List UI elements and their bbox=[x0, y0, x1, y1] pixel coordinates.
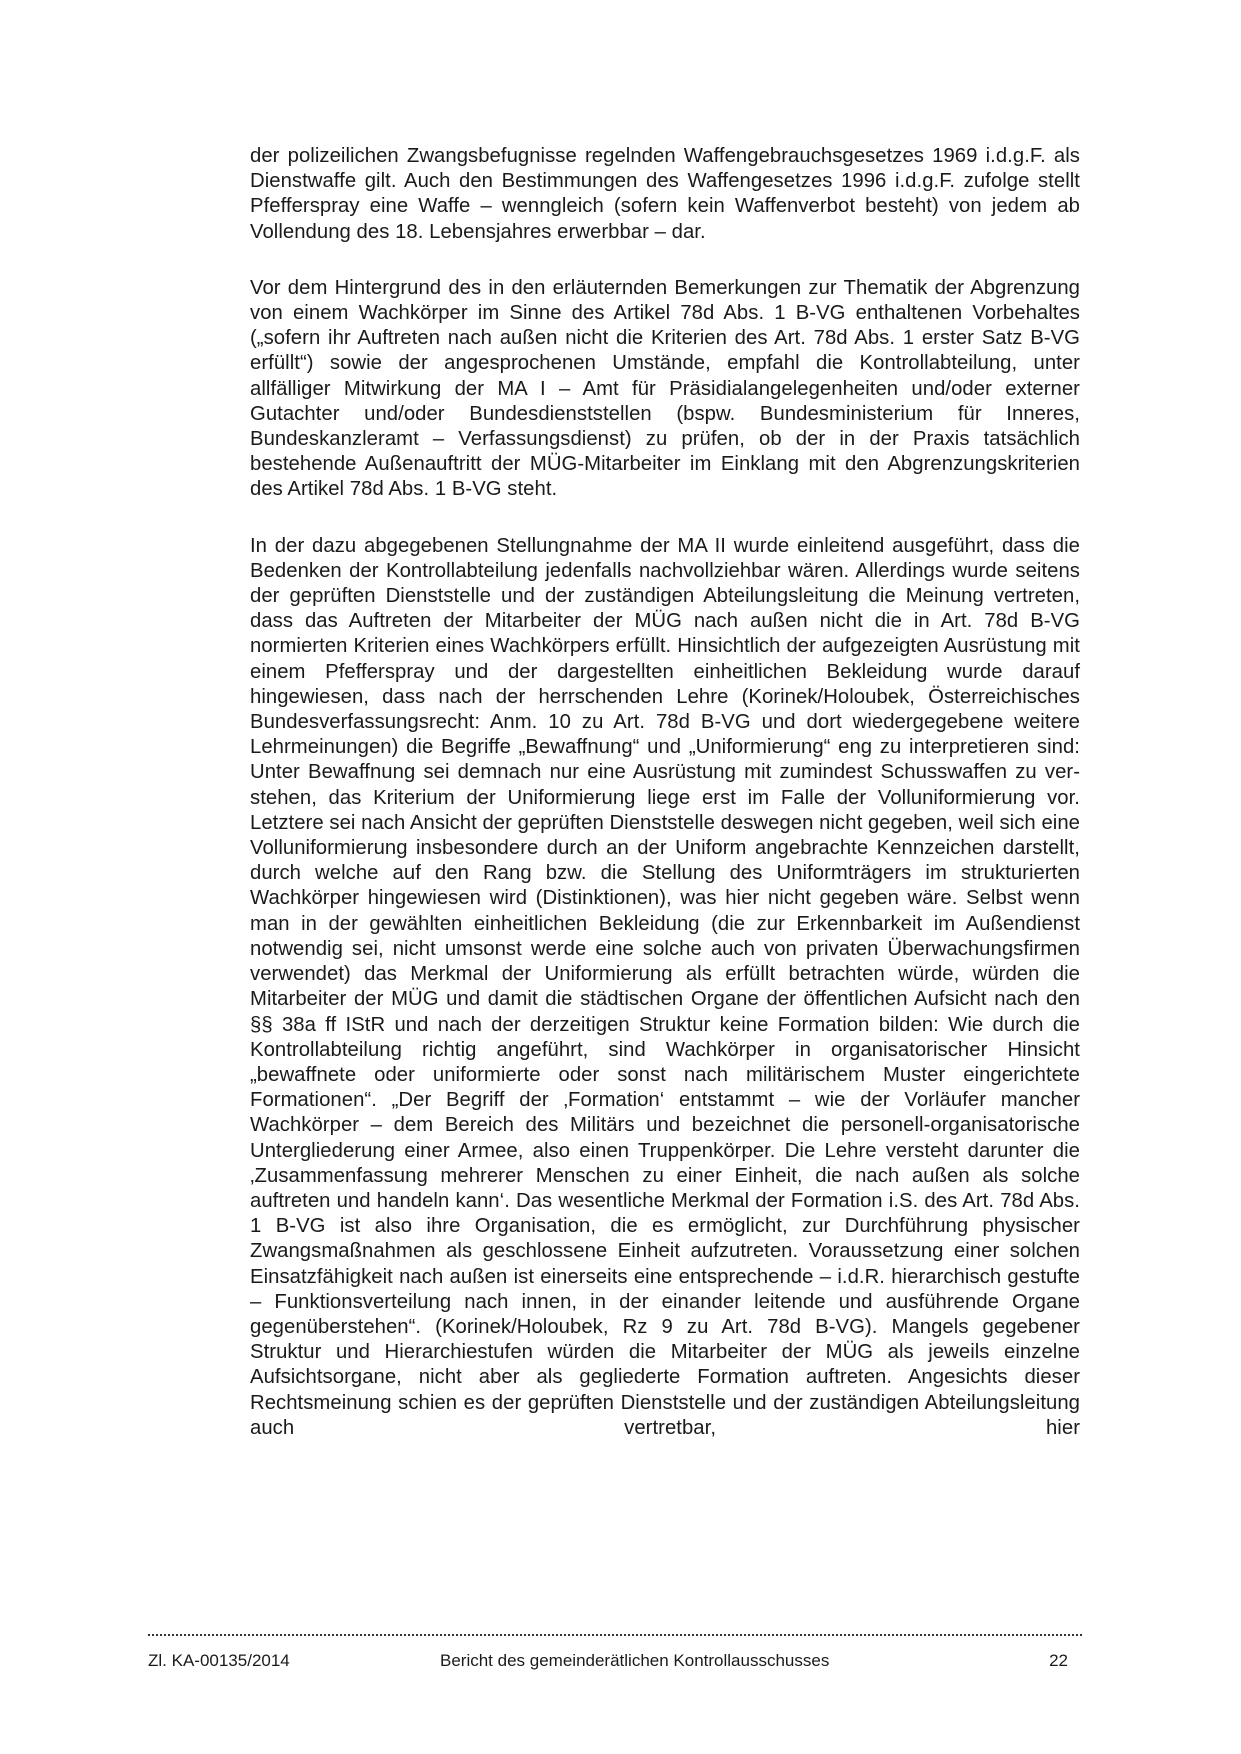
page-number: 22 bbox=[1049, 1651, 1068, 1670]
footer-reference: Zl. KA-00135/2014 bbox=[148, 1651, 290, 1670]
body-text bbox=[250, 144, 1080, 1472]
footer-title: Bericht des gemeinderätlichen Kontrollausschusses bbox=[440, 1651, 830, 1670]
paragraph-1: der polizeilichen Zwangsbefugnisse regelnden Waffengebrauchsgesetzes 1969 i.d.g.F. als Dienstwaffe gilt. Auch den Bestimmungen des Waffengesetzes 1996 i.d.g.F. zufolge stellt Pfefferspray eine Waffe – wenngleich (sofern kein Waffenverbot besteht) von jedem ab Vollendung des 18. Lebensjahres erwerbbar – dar. bbox=[250, 145, 1080, 243]
footer-divider bbox=[148, 1634, 1082, 1636]
paragraph-2: Vor dem Hintergrund des in den erläuternden Bemerkungen zur Thematik der Abgrenzung von einem Wachkörper im Sinne des Artikel 78d Abs. 1 B-VG enthaltenen Vorbehaltes („sofern ihr Auftreten nach außen nicht die Kriterien des Art. 78d Abs. 1 erster Satz B-VG erfüllt“) sowie der angesprochenen Umstände, empfahl die Kontrollabteilung, unter allfälliger Mitwirkung der MA I – Amt für Präsidialangelegenheiten und/oder externer Gutachter und/oder Bundesdienststellen (bspw. Bundesministerium für Inneres, Bundeskanzleramt – Verfassungsdienst) zu prüfen, ob der in der Praxis tatsächlich bestehende Außenauftritt der MÜG-Mitarbeiter im Einklang mit den Abgrenzungskriterien des Artikel 78d Abs. 1 B-VG steht. bbox=[250, 276, 1080, 501]
paragraph-3: In der dazu abgegebenen Stellungnahme der MA II wurde einleitend ausgeführt, dass die Bedenken der Kontrollabteilung jedenfalls nachvollziehbar wären. Allerdings wurde seitens der geprüften Dienststelle und der zuständigen Abteilungsleitung die Meinung vertreten, dass das Auftreten der Mitarbeiter der MÜG nach außen nicht die in Art. 78d B-VG normierten Kriterien eines Wachkörpers erfüllt. Hinsichtlich der aufgezeigten Ausrüstung mit einem Pfefferspray und der dargestellten einheitlichen Bekleidung wurde darauf hingewiesen, dass nach der herrschenden Lehre (Korinek/Holoubek, Österreichisches Bundesverfassungsrecht: Anm. 10 zu Art. 78d B-VG und dort wiedergegebene weitere Lehrmeinungen) die Begriffe „Bewaffnung“ und „Uniformierung“ eng zu interpretieren sind: Unter Bewaffnung sei demnach nur eine Ausrüstung mit zumindest Schusswaffen zu verstehen, das Kriterium der Uniformierung liege erst im Falle der Volluniformierung vor. Letztere sei nach Ansicht der geprüften Dienststelle deswegen nicht gegeben, weil sich eine Volluniformierung insbesondere durch an der Uniform angebrachte Kennzeichen darstellt, durch welche auf den Rang bzw. die Stellung des Uniformträgers im strukturierten Wachkörper hingewiesen wird (Distinktionen), was hier nicht gegeben wäre. Selbst wenn man in der gewählten einheitlichen Bekleidung (die zur Erkennbarkeit im Außendienst notwendig sei, nicht umsonst werde eine solche auch von privaten Überwachungsfirmen verwendet) das Merkmal der Uniformierung als erfüllt betrachten würde, würden die Mitarbeiter der MÜG und damit die städtischen Organe der öffentlichen Aufsicht nach den §§ 38a ff IStR und nach der derzeitigen Struktur keine Formation bilden: Wie durch die Kontrollabteilung richtig angeführt, sind Wachkörper in organisatorischer Hinsicht „bewaffnete oder uniformierte oder sonst nach militärischem Muster eingerichtete Formationen“. „Der Begriff der ‚Formation‘ entstammt – wie der Vorläufer mancher Wachkörper – dem Bereich des Militärs und bezeichnet die personell-organisatorische Untergliederung einer Armee, also einen Truppenkörper. Die Lehre versteht darunter die ‚Zusammenfassung mehrerer Menschen zu einer Einheit, die nach außen als solche auftreten und handeln kann‘. Das wesentliche Merkmal der Formation i.S. des Art. 78d Abs. 1 B-VG ist also ihre Organisation, die es ermöglicht, zur Durchführung physischer Zwangsmaßnahmen als geschlossene Einheit aufzutreten. Voraussetzung einer solchen Einsatzfähigkeit nach außen ist einerseits eine entsprechende – i.d.R. hierarchisch gestufte – Funktionsverteilung nach innen, in der einander leitende und ausführende Organe gegenüberstehen“. (Korinek/Holoubek, Rz 9 zu Art. 78d B-VG). Mangels gegebener Struktur und Hierarchiestufen würden die Mitarbeiter der MÜG als jeweils einzelne Aufsichtsorgane, nicht aber als gegliederte Formation auftreten. Angesichts dieser Rechtsmeinung schien es der geprüften Dienststelle und der zuständigen Abteilungsleitung auch vertretbar, hier bbox=[250, 534, 1080, 1439]
